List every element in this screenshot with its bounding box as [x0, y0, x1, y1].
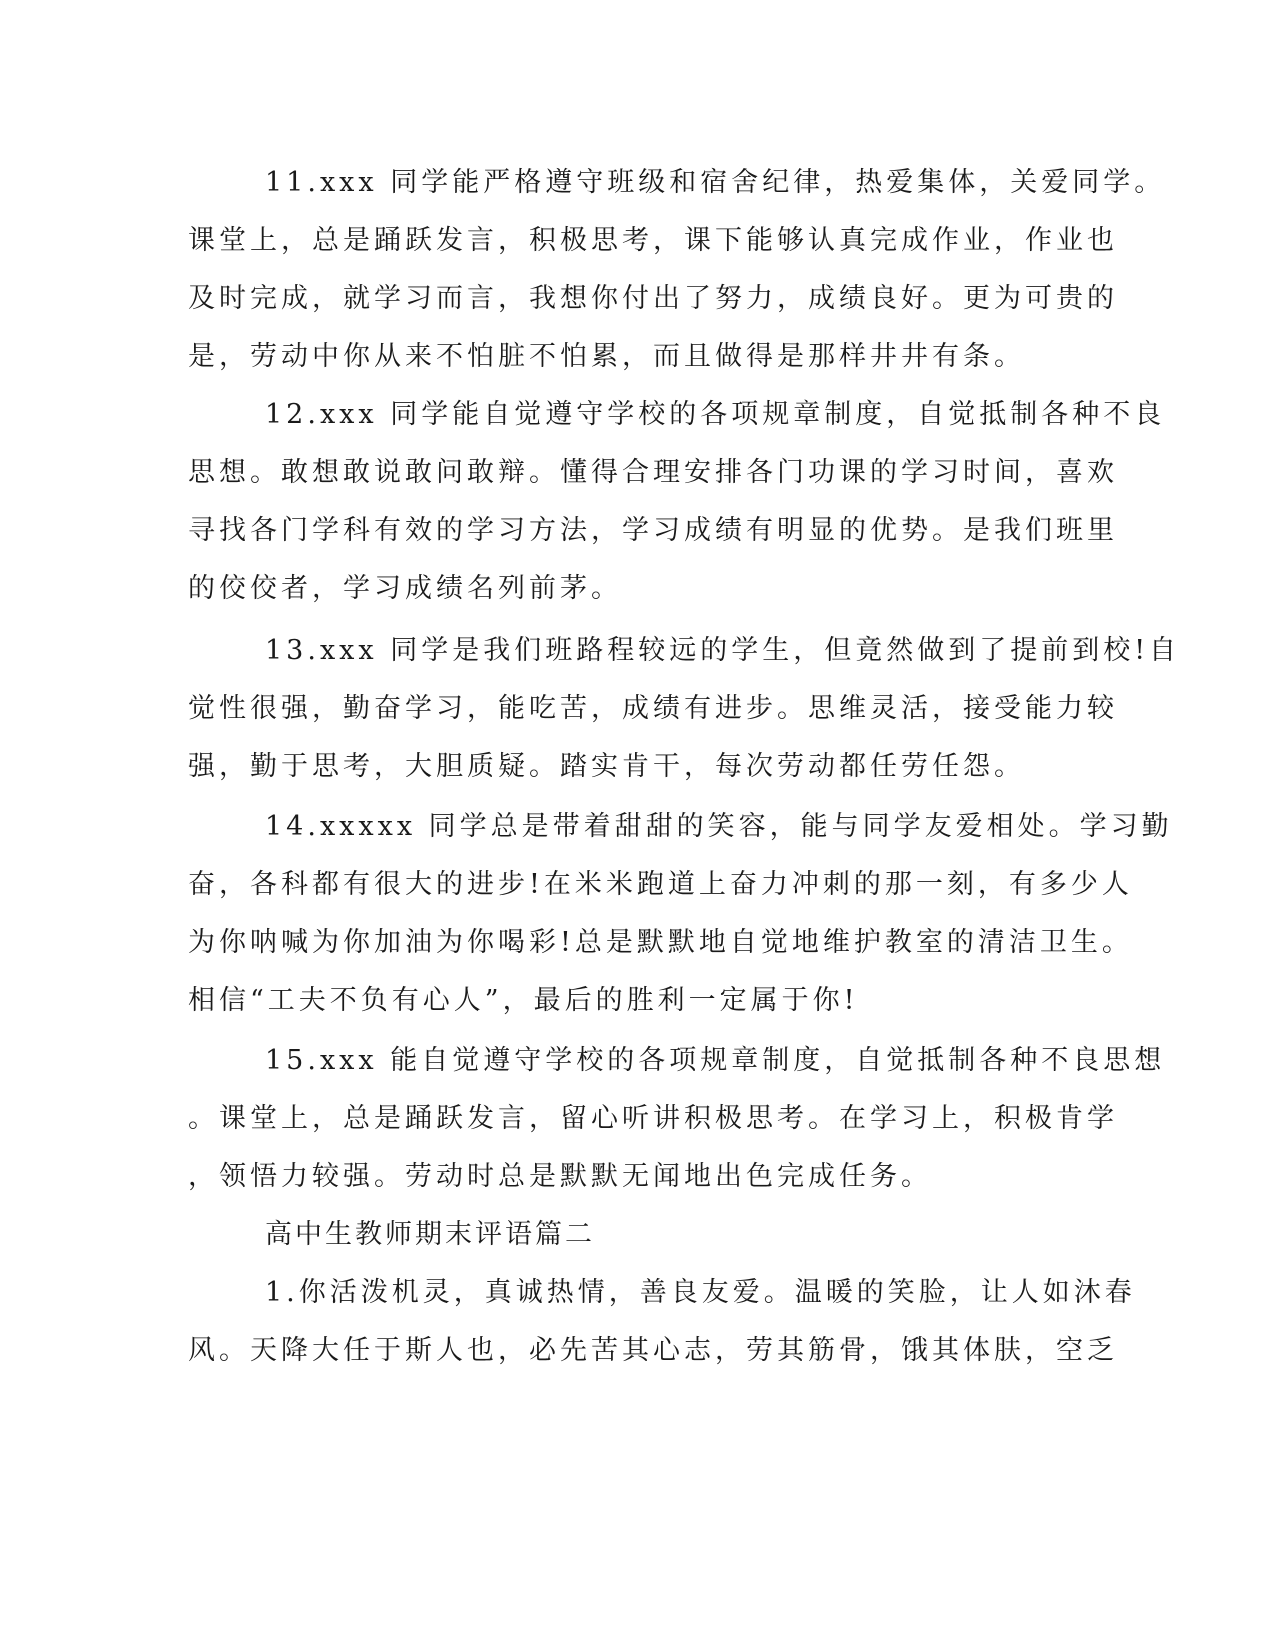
paragraph-11-line-1: 11.xxx 同学能严格遵守班级和宿舍纪律，热爱集体，关爱同学。: [265, 167, 1166, 198]
paragraph-11-line-4: 是，劳动中你从来不怕脏不怕累，而且做得是那样井井有条。: [188, 341, 1025, 372]
paragraph-15-line-3: ，领悟力较强。劳动时总是默默无闻地出色完成任务。: [188, 1161, 932, 1192]
paragraph-11-line-2: 课堂上，总是踊跃发言，积极思考，课下能够认真完成作业，作业也: [188, 225, 1118, 256]
paragraph-14-line-4: 相信“工夫不负有心人”，最后的胜利一定属于你!: [188, 985, 859, 1016]
paragraph-12-line-4: 的佼佼者，学习成绩名列前茅。: [188, 573, 622, 604]
paragraph-15-line-1: 15.xxx 能自觉遵守学校的各项规章制度，自觉抵制各种不良思想: [265, 1045, 1166, 1076]
paragraph-13-line-1: 13.xxx 同学是我们班路程较远的学生，但竟然做到了提前到校!自: [265, 635, 1181, 666]
section-heading: 高中生教师期末评语篇二: [265, 1219, 595, 1250]
section2-paragraph-1-line-1: 1.你活泼机灵，真诚热情，善良友爱。温暖的笑脸，让人如沐春: [265, 1277, 1136, 1308]
paragraph-12-line-3: 寻找各门学科有效的学习方法，学习成绩有明显的优势。是我们班里: [188, 515, 1118, 546]
section2-paragraph-1-line-2: 风。天降大任于斯人也，必先苦其心志，劳其筋骨，饿其体肤，空乏: [188, 1335, 1118, 1366]
paragraph-13-line-2: 觉性很强，勤奋学习，能吃苦，成绩有进步。思维灵活，接受能力较: [188, 693, 1118, 724]
paragraph-14-line-2: 奋，各科都有很大的进步!在米米跑道上奋力冲刺的那一刻，有多少人: [188, 869, 1133, 900]
paragraph-14-line-3: 为你呐喊为你加油为你喝彩!总是默默地自觉地维护教室的清洁卫生。: [188, 927, 1133, 958]
paragraph-12-line-2: 思想。敢想敢说敢问敢辩。懂得合理安排各门功课的学习时间，喜欢: [188, 457, 1118, 488]
paragraph-14-line-1: 14.xxxxx 同学总是带着甜甜的笑容，能与同学友爱相处。学习勤: [265, 811, 1173, 842]
paragraph-11-line-3: 及时完成，就学习而言，我想你付出了努力，成绩良好。更为可贵的: [188, 283, 1118, 314]
paragraph-12-line-1: 12.xxx 同学能自觉遵守学校的各项规章制度，自觉抵制各种不良: [265, 399, 1166, 430]
paragraph-15-line-2: 。课堂上，总是踊跃发言，留心听讲积极思考。在学习上，积极肯学: [188, 1103, 1118, 1134]
paragraph-13-line-3: 强，勤于思考，大胆质疑。踏实肯干，每次劳动都任劳任怨。: [188, 751, 1025, 782]
